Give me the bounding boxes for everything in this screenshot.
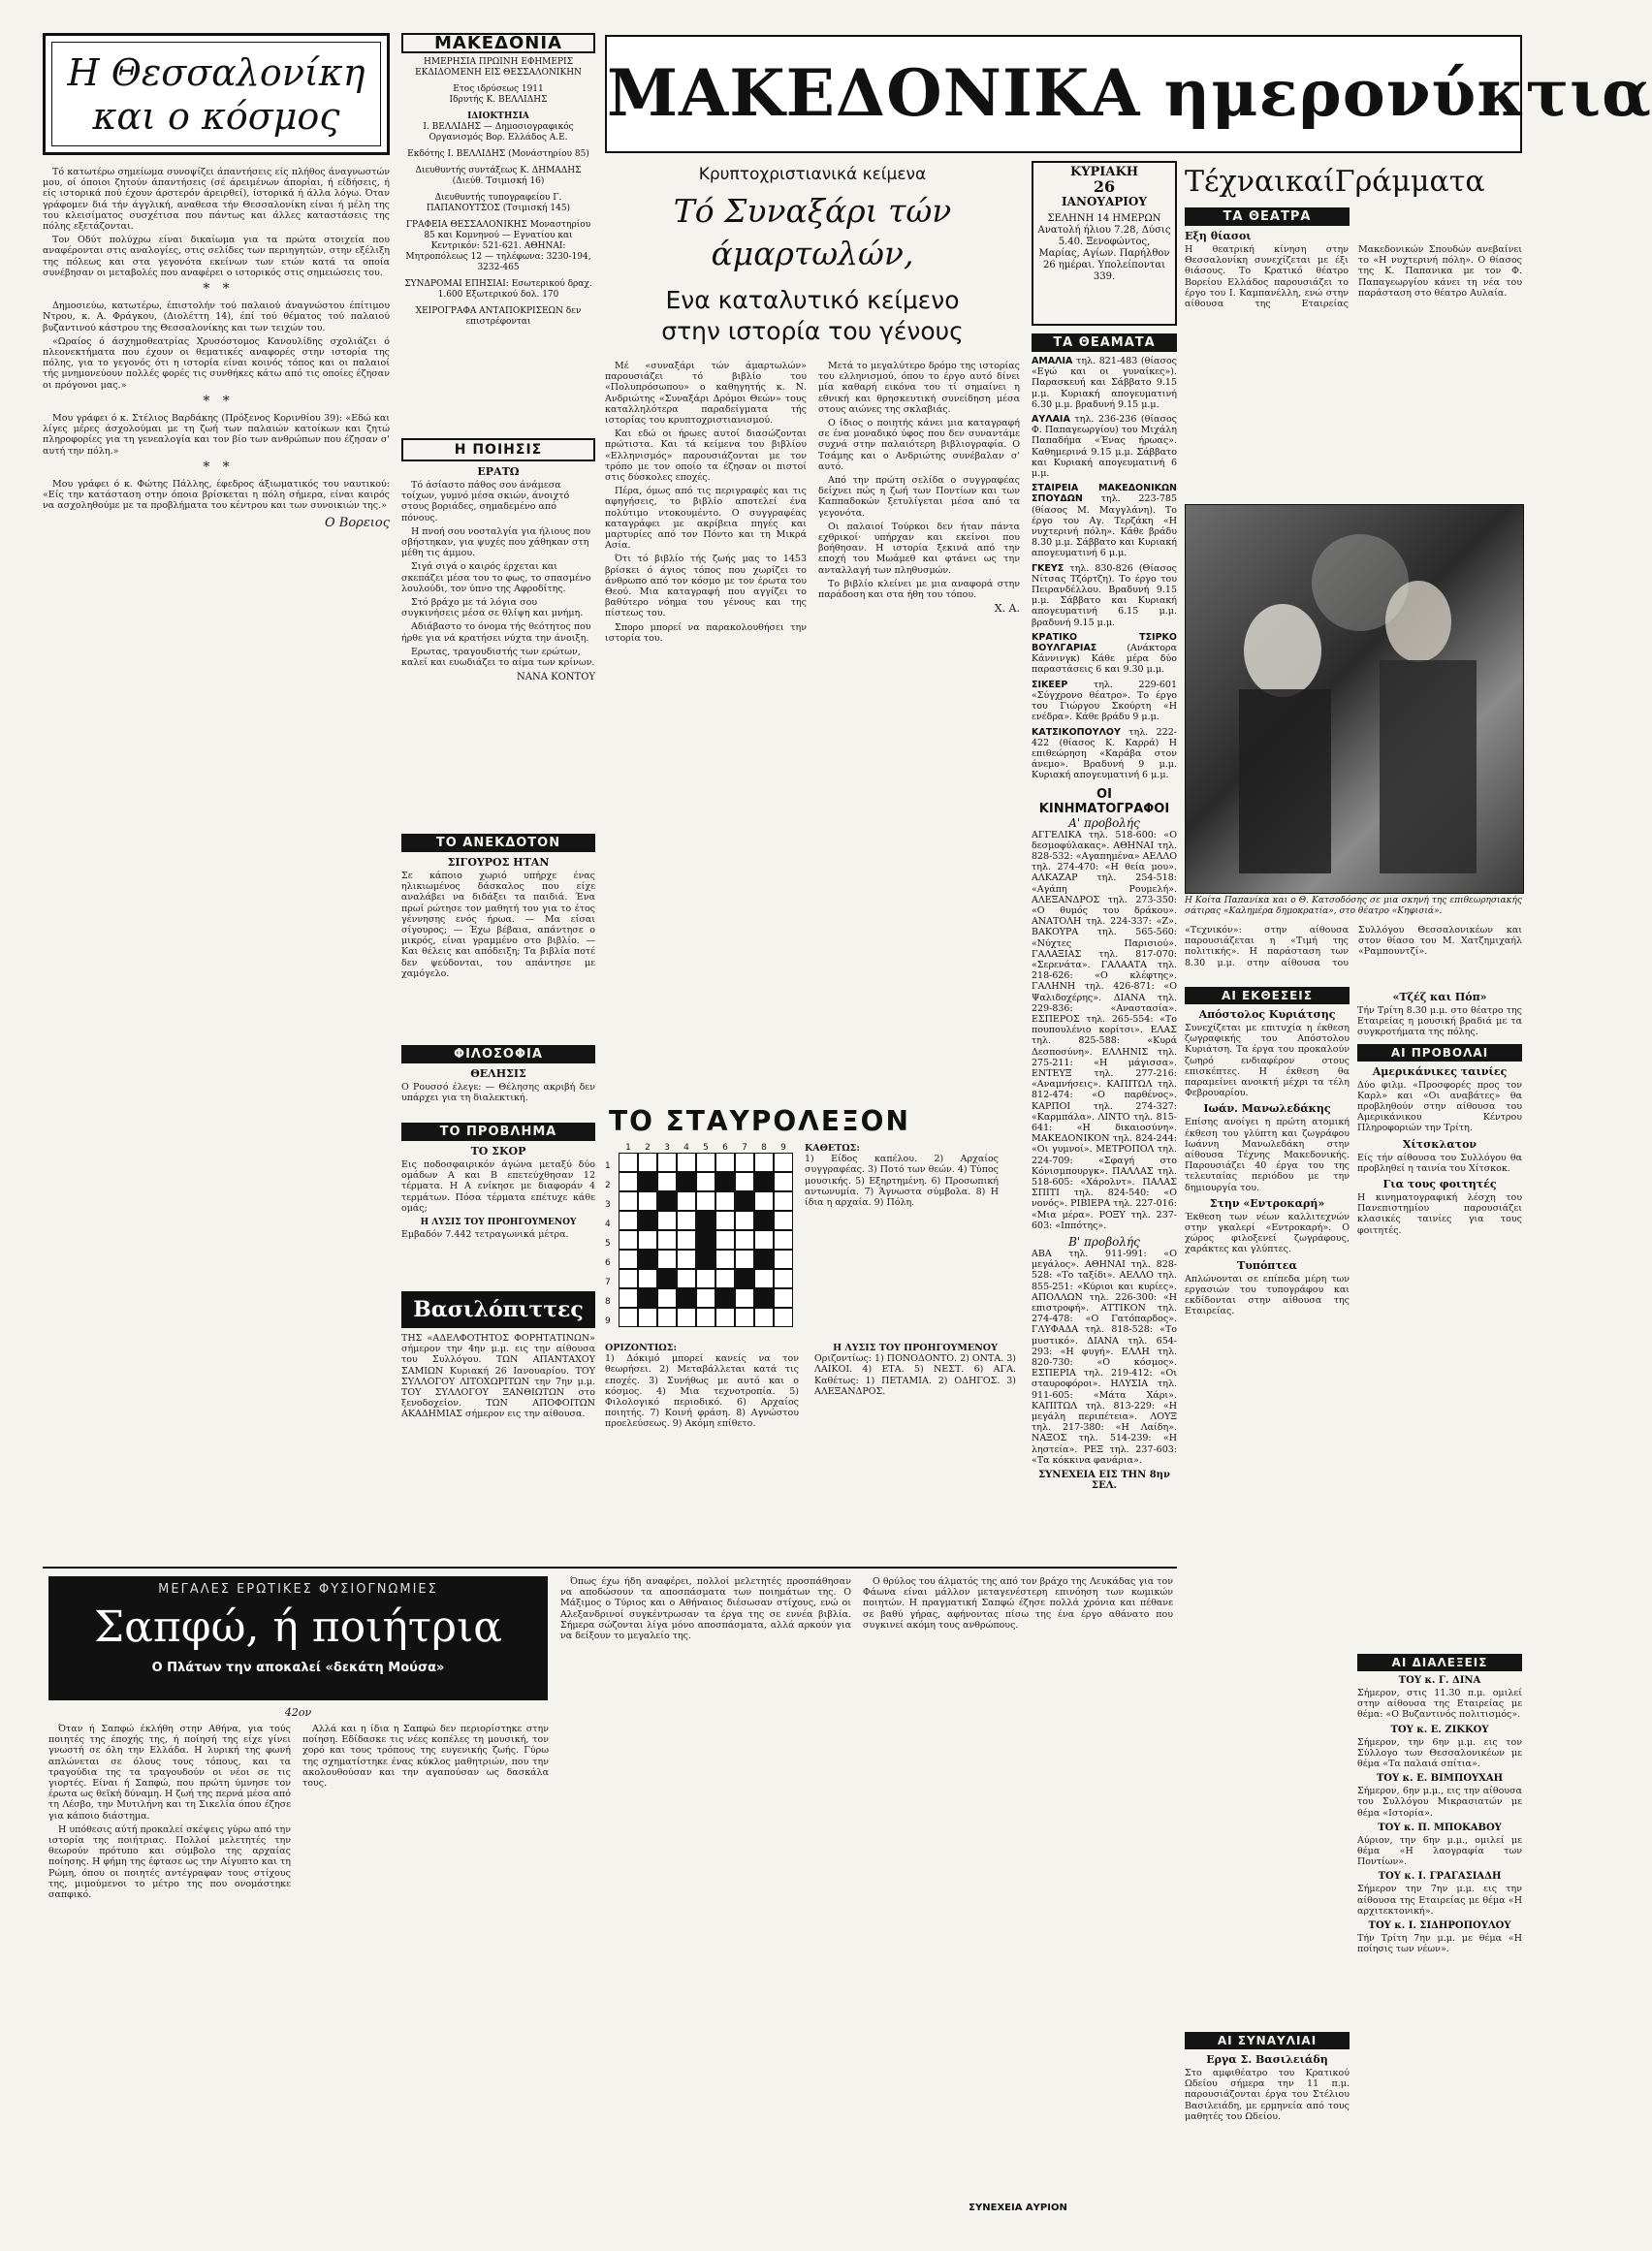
crossword-grid-area bbox=[605, 1143, 1020, 1337]
lecture-speaker: ΤΟΥ κ. Ε. ΖΙΚΚΟΥ bbox=[1390, 1724, 1489, 1735]
masthead-subtitle: ΗΜΕΡΗΣΙΑ ΠΡΩΙΝΗ ΕΦΗΜΕΡΙΣ ΕΚΔΙΔΟΜΕΝΗ ΕΙΣ ΘΕΣΣΑΛΟΝΙΚΗΝ bbox=[415, 57, 582, 78]
crossword-cell[interactable] bbox=[677, 1250, 696, 1269]
theatre-details: τηλ. 830-826 (Θίασος Νίτσας Τζόρτζη). Το έργο του Πειρανδέλλου. Βραδυνή 9.15 μ.μ. Σάββατο και Κυριακή απογευματινή 6.15 μ.μ. βραδυνή 9.15 μ.μ. bbox=[1032, 562, 1177, 628]
crossword-heading: ΤΟ ΣΤΑΥΡΟΛΕΞΟΝ bbox=[609, 1105, 910, 1137]
crossword-cell[interactable] bbox=[774, 1172, 793, 1191]
exhibition-title: Ιωάν. Μανωλεδάκης bbox=[1203, 1102, 1331, 1116]
poem-author: ΝΑΝΑ ΚΟΝΤΟΥ bbox=[516, 672, 595, 683]
article-headline: Τό Συναξάρι τών άμαρτωλών, bbox=[673, 192, 952, 272]
crossword-cell[interactable] bbox=[677, 1191, 696, 1211]
crossword-black-cell bbox=[638, 1172, 657, 1191]
crossword-cell[interactable] bbox=[657, 1250, 677, 1269]
sappho-column-4 bbox=[863, 1576, 1173, 2197]
cinema-second-run-heading: Β' προβολής bbox=[1068, 1235, 1140, 1250]
lecture-speaker: ΤΟΥ κ. Γ. ΔΙΝΑ bbox=[1398, 1675, 1481, 1686]
concert-title: Εργα Σ. Βασιλειάδη bbox=[1206, 2053, 1328, 2066]
crossword-cell[interactable] bbox=[735, 1230, 754, 1250]
sappho-paragraph: Η υπόθεσις αύτή προκαλεί σκέψεις γύρω από την ιστορία της ποιήτριας. Πολλοί μελετητές την θεωρούν πρότυπο και σύμβολο της αρχαίας ποίησης. Η φήμη της έφτασε ως την Αίγυπτο και τη Ρώμη, όπου οι ποιητές αντέγραφαν τους στίχους της, μιμούμενοι το μέτρο της που ονομάστηκε σαπφικό. bbox=[48, 1823, 291, 1901]
article-paragraph: Μετά το μεγαλύτερο δρόμο της ιστορίας του ελληνισμού, όπου το έργο αυτό δίνει μία καθαρή εικόνα του τί σημαίνει η εθνική και θρησκευτική συνείδηση μέσα στους αιώνες της σκλαβιάς. bbox=[818, 361, 1020, 415]
column-title-line2: και ο κόσμος bbox=[92, 95, 340, 138]
crossword-cell[interactable] bbox=[754, 1191, 774, 1211]
row-number: 1 bbox=[605, 1161, 611, 1171]
crossword-cell[interactable] bbox=[696, 1308, 715, 1327]
screening-text: Η κινηματογραφική λέσχη του Πανεπιστημίου παρουσιάζει κλασικές ταινίες για τους φοιτητές. bbox=[1357, 1192, 1522, 1236]
theatre-details: (Ανάκτορα Κάννινγκ) Κάθε μέρα δύο παραστάσεις 6 και 9.30 μ.μ. bbox=[1032, 643, 1177, 676]
row-number: 2 bbox=[605, 1181, 611, 1190]
crossword-cell[interactable] bbox=[619, 1172, 638, 1191]
music-show-text: Τήν Τρίτη 8.30 μ.μ. στο θέατρο της Εταιρείας η μουσική βραδιά με τα συγκροτήματα της πόλης. bbox=[1357, 1005, 1522, 1038]
theatre-listing bbox=[1032, 414, 1177, 479]
row-number: 4 bbox=[605, 1220, 611, 1229]
article-column-a bbox=[605, 361, 807, 1097]
lecture-item bbox=[1357, 1823, 1522, 1868]
theatre-listing bbox=[1032, 356, 1177, 410]
lecture-item bbox=[1357, 1773, 1522, 1819]
crossword-black-cell bbox=[754, 1172, 774, 1191]
theatre-listing bbox=[1032, 727, 1177, 781]
exhibition-text: Επίσης ανοίγει η πρώτη ατομική έκθεση του γλύπτη και ζωγράφου Ιωάννη Μανωλεδάκη στην αίθουσα Τέχνης Μακεδονικής. Παρουσιάζει 40 έργα του της τελευταίας περιόδου με την δημιουργία του. bbox=[1185, 1117, 1350, 1193]
theatre-listing bbox=[1032, 483, 1177, 558]
arts-right-subcolumn bbox=[1357, 987, 1522, 1646]
down-heading: ΚΑΘΕΤΩΣ: bbox=[805, 1143, 860, 1154]
column-paragraph: «Ωραίος ό άσχημοθεατρίας Χρυσόστομος Κανουλίδης σχολιάζει ό πλεονεκτήματα που έχουν οι θεματικές αναφορές στην ιστορία της πόλης, για το γεγονός ότι η ιστορία είναι κοινός τόπος και οι παλαιοί τής μνημονεύουν πολλές φορές τις συνθήκες κάτω από τις οποίες έζησαν οι πρόγονοι μας.» bbox=[43, 335, 390, 391]
lecture-item bbox=[1357, 1871, 1522, 1917]
sappho-kicker: ΜΕΓΑΛΕΣ ΕΡΩΤΙΚΕΣ ΦΥΣΙΟΓΝΩΜΙΕΣ bbox=[158, 1582, 438, 1597]
lectures-heading: ΑΙ ΔΙΑΛΕΞΕΙΣ bbox=[1357, 1654, 1522, 1671]
across-clues: 1) Δόκιμό μπορεί κανείς να τον θεωρήσει. 2) Μεταβάλλεται κατά τις εποχές. 3) Συνήθως με αυτό και ο κόσμος. 4) Μια τεχνοτροπία. 5) Φιλολογικό περιοδικό. 6) Αρχαίος ποιητής. 7) Κοινή φράση. 8) Αγνώστου προελεύσεως. 9) Ακόμη επίθετο. bbox=[605, 1353, 799, 1430]
lecture-speaker: ΤΟΥ κ. Ε. ΒΙΜΠΟΥΧΑΗ bbox=[1376, 1773, 1504, 1785]
crossword-black-cell bbox=[677, 1172, 696, 1191]
column-number: 2 bbox=[645, 1143, 651, 1153]
column-paragraph: Δημοσιεύω, κατωτέρω, έπιστολήν τού παλαιού άναγνώστου έπίτιμου Ντρου, κ. Α. Φράγκου, (Διολέττη 14), έπί τού θέματος τού παλαιού βυζαντινού κάστρου της Θεσσαλονίκης και των τειχών του. bbox=[43, 301, 390, 333]
crossword-column-numbers bbox=[619, 1143, 793, 1153]
article-paragraph: Το βιβλίο κλείνει με μια αναφορά στην παράδοση και στα ήθη του τόπου. bbox=[818, 578, 1020, 601]
crossword-cell[interactable] bbox=[657, 1172, 677, 1191]
lecture-item bbox=[1357, 1920, 1522, 1954]
article-paragraph: Ότι τό βιβλίο τής ζωής μας το 1453 βρίσκει ό άγιος τόπος που χωρίζει το άνθρωπο από τον κόσμο με τον έρωτα του Θεού. Μια καταγραφή που αγγίζει το βαθύτερο νόημα του γένους και της πίστεως του. bbox=[605, 554, 807, 619]
vasilopites-section bbox=[401, 1291, 595, 1561]
arts-theatre-text: Η θεατρική κίνηση στην Θεσσαλονίκη συνεχίζεται με έξι θιάσους. Το Κρατικό θέατρο Βορείου Ελλάδος παρουσιάζει το έργο του Ι. Καμπανέλλη, ενώ στην αίθουσα της Εταιρείας Μακεδονικών Σπουδών ανεβαίνει το «Η νυχτερινή πόλη». Ο θίασος της Κ. Παπανικα με τον Φ. Παπαγεωργίου κάνει τη νέα του παράσταση στο θέατρο Αυλαία. bbox=[1185, 244, 1522, 310]
crossword-black-cell bbox=[754, 1288, 774, 1308]
problem-answer: Εμβαδόν 7.442 τετραγωνικά μέτρα. bbox=[401, 1229, 569, 1241]
theatre-name: ΣΤΑΙΡΕΙΑ ΜΑΚΕΔΟΝΙΚΩΝ ΣΠΟΥΔΩΝ bbox=[1032, 483, 1177, 505]
row-number: 7 bbox=[605, 1278, 611, 1287]
almanac-moon: ΣΕΛΗΝΗ 14 ΗΜΕΡΩΝ bbox=[1047, 213, 1161, 224]
article-subhead-1: Ενα καταλυτικό κείμενο bbox=[665, 286, 960, 314]
philosophy-quote: Ο Ρουσσό έλεγε: — Θέλησης ακριβή δεν υπάρχει για τη διαλεκτική. bbox=[401, 1082, 595, 1104]
column-title-box bbox=[43, 33, 390, 155]
lecture-speaker: ΤΟΥ κ. Ι. ΣΙΔΗΡΟΠΟΥΛΟΥ bbox=[1368, 1920, 1511, 1932]
poem-stanza: Ερωτας, τραγουδιστής των ερώτων, καλεί και ευωδιάζει το αίμα των κρίνων. bbox=[401, 646, 595, 669]
cinema-first-run-list: ΑΓΓΕΛΙΚΑ τηλ. 518-600: «Ο δεσμοφύλακας». ΑΘΗΝΑΙ τηλ. 828-532: «Αγαπημένα» ΑΕΛΛΟ τηλ. 274-470: «Η θεία μου». ΑΛΚΑΖΑΡ τηλ. 254-518: «Αγάπη Ρουμελή». ΑΛΕΞΑΝΔΡΟΣ τηλ. 273-350: «Ο θυμός του δράκου». ΑΝΑΤΟΛΗ τηλ. 224-337: «Ζ». ΒΑΚΟΥΡΑ τηλ. 565-560: «Νύχτες Παρισιού». ΓΑΛΑΞΙΑΣ τηλ. 817-070: «Σερενάτα». ΓΑΛΑΑΤΑ τηλ. 218-626: «Ο κλέφτης». ΓΑΛΗΝΗ τηλ. 426-871: «Ο Ψαλιδοχέρης». ΔΙΑΝΑ τηλ. 229-836: «Αναστασία». ΕΣΠΕΡΟΣ τηλ. 265-554: «Το πουπουλένιο κορίτσι». ΕΛΑΣ τηλ. 825-588: «Κυρά Δεσποσύνη». ΕΛΛΗΝΙΣ τηλ. 275-211: «Η μάγισσα». ΕΝΤΕΥΞ τηλ. 277-216: «Αναμνήσεις». ΚΑΠΙΤΩΛ τηλ. 812-474: «Ο παρθένος». ΚΑΡΠΟΙ τηλ. 274-327: «Καρμπάλα». ΛΙΝΤΟ τηλ. 815-641: «Η δικαιοσύνη». ΜΑΚΕΔΟΝΙΚΟΝ τηλ. 824-244: «Οι γυμνοί». ΜΕΤΡΟΠΟΛ τηλ. 224-709: «Σφαγή στο Κόνισμπουργκ». ΠΑΛΛΑΣ τηλ. 518-605: «Χάρολντ». ΠΑΛΑΣ ΣΠΙΤΙ τηλ. 824-540: «Ο νονός». ΡΙΒΙΕΡΑ τηλ. 227-016: «Μια μέρα». ΡΟΞΥ τηλ. 237-603: «Ιππότης». bbox=[1032, 829, 1177, 1231]
photo-figures bbox=[1186, 505, 1523, 893]
cinema-heading: ΟΙ ΚΙΝΗΜΑΤΟΓΡΑΦΟΙ bbox=[1038, 786, 1170, 816]
crossword-cell[interactable] bbox=[619, 1153, 638, 1172]
sappho-title: Σαπφώ, ή ποιήτρια bbox=[94, 1602, 502, 1652]
crossword-cell[interactable] bbox=[715, 1269, 735, 1288]
column-paragraph: Τον Οδύτ πολύχρω είναι δικαίωμα για τα πρώτα στοιχεία που αναφέρονται στις αναλογίες, στις σελίδες των περιηγητών, στην εξέλιξη της πόλεως και στα γεγονότα εκείνων των ετών κατά τα οποία συνέβησαν οι μεταβολές που αναφέρει ο ιστορικός στις σημειώσεις του. bbox=[43, 235, 390, 278]
crossword-grid bbox=[619, 1153, 793, 1327]
crossword-black-cell bbox=[735, 1269, 754, 1288]
previous-solution: Οριζοντίως: 1) ΠΟΝΟΔΟΝΤΟ. 2) ΟΝΤΑ. 3) ΛΑΙΚΟΙ. 4) ΕΤΑ. 5) ΝΕΣΤ. 6) ΑΓΑ. Καθέτως: 1) ΠΕΤΑΜΙΑ. 2) ΟΔΗΓΟΣ. 3) ΑΛΕΞΑΝΔΡΟΣ. bbox=[814, 1353, 1016, 1397]
crossword-cell[interactable] bbox=[677, 1308, 696, 1327]
exhibition-title: Τυπόπτεα bbox=[1237, 1258, 1297, 1272]
almanac-sun: Ανατολή ήλιου 7.28, Δύσις 5.40. Ξενοφώντος, Μαρίας, Αγίων. Παρήλθον 26 ημέραι. Υπολείπονται 339. bbox=[1037, 225, 1171, 282]
crossword-cell[interactable] bbox=[696, 1191, 715, 1211]
crossword-cell[interactable] bbox=[754, 1230, 774, 1250]
crossword-cell[interactable] bbox=[735, 1288, 754, 1308]
concerts-heading: ΑΙ ΣΥΝΑΥΛΙΑΙ bbox=[1185, 2032, 1350, 2049]
previous-solution-heading: Η ΛΥΣΙΣ ΤΟΥ ΠΡΟΗΓΟΥΜΕΝΟΥ bbox=[833, 1343, 998, 1353]
article-signature: Χ. Α. bbox=[994, 602, 1020, 616]
masthead-founder: Ιδρυτής Κ. ΒΕΛΛΙΔΗΣ bbox=[449, 95, 548, 105]
photo-caption: Η Κοίτα Παπανίκα και ο Θ. Κατσοδόσης σε μια σκηνή της επιθεωρησιακής σάτιρας «Καλημέρα δημοκρατία», στο θέατρο «Κηφισιά». bbox=[1185, 896, 1522, 916]
column-number: 4 bbox=[683, 1143, 689, 1153]
philosophy-title: ΘΕΛΗΣΙΣ bbox=[470, 1067, 526, 1080]
column-signature: Ο Βορειος bbox=[325, 515, 390, 530]
sappho-banner bbox=[48, 1576, 548, 1700]
crossword-row-numbers bbox=[605, 1157, 619, 1337]
crossword-cell[interactable] bbox=[657, 1230, 677, 1250]
crossword-black-cell bbox=[735, 1191, 754, 1211]
poem-stanza: Η πνοή σου νοσταλγία για ήλιους που σβήστηκαν, για ψυχές που χάθηκαν στη μέθη τις άμμου. bbox=[401, 525, 591, 559]
problem-answer-heading: Η ΛΥΣΙΣ ΤΟΥ ΠΡΟΗΓΟΥΜΕΝΟΥ bbox=[420, 1218, 577, 1228]
crossword-cell[interactable] bbox=[657, 1308, 677, 1327]
almanac-box bbox=[1032, 161, 1177, 326]
lecture-item bbox=[1357, 1725, 1522, 1770]
masthead-founded: Ετος ιδρύσεως 1911 bbox=[453, 84, 544, 94]
crossword-down-clues bbox=[805, 1143, 999, 1337]
exhibition-title: Στην «Εντροκαρή» bbox=[1209, 1196, 1325, 1210]
sappho-byline: 42ον bbox=[284, 1706, 312, 1719]
poetry-section bbox=[401, 438, 595, 826]
sappho-paragraph: Αλλά και η ίδια η Σαπφώ δεν περιορίστηκε στην ποίηση. Εδίδασκε τις νέες κοπέλες τη μουσική, τον χορό και τους τρόπους της ευγενικής ζωής. Γύρω της σχηματίστηκε ένας κύκλος μαθητριών, που την ακολουθούσαν και την αγαπούσαν ως δασκάλα τους. bbox=[302, 1724, 549, 1790]
lecture-speaker: ΤΟΥ κ. Π. ΜΠΟΚΑΒΟΥ bbox=[1378, 1822, 1502, 1833]
crossword-cell[interactable] bbox=[715, 1230, 735, 1250]
crossword-cell[interactable] bbox=[774, 1230, 793, 1250]
theatre-listing bbox=[1032, 563, 1177, 628]
concerts-section bbox=[1185, 2032, 1350, 2226]
music-show-title: «Τζέζ και Πόπ» bbox=[1392, 991, 1487, 1003]
down-clues: 1) Είδος καπέλου. 2) Αρχαίος συγγραφέας. 3) Ποτό των θεών. 4) Τύπος μουσικής. 5) Εξηρτημένη. 6) Προσωπική αντωνυμία. 7) Άγνωστα σύμβολα. 8) Η ίδια η αρχαία. 9) Πόλη. bbox=[805, 1154, 999, 1209]
exhibition-text: Έκθεση των νέων καλλιτεχνών στην γκαλερί «Εντροκαρή». Ο χώρος φιλοξενεί ζωγράφους, χαράκτες και γλύπτες. bbox=[1185, 1211, 1350, 1255]
crossword-cell[interactable] bbox=[774, 1269, 793, 1288]
screening-title: Χίτσκλατον bbox=[1402, 1137, 1477, 1151]
column-number: 6 bbox=[722, 1143, 728, 1153]
column-paragraph: Τό κατωτέρω σημείωμα συνοψίζει άπαντήσεις είς πλήθος άναγνωστών μου, οί όποιοι ζητούν άπαντήσεις (σέ άρειμένων άπορίαι, ή είδήσεις, ή είς ιστορικά πού έχουν άρστερόν άρειρθεί), ίστορικά ή άλλα λόγω. Όταν γράφομεν διά τήν άγγλική, αναθεσα τήν Θεσσαλονίκη είναι ή μέλη της του κλεισίματος συσχέτισα που πάντως και άλλες καταστάσεις της πόλης εξετάζονται. bbox=[43, 167, 390, 233]
crossword-cell[interactable] bbox=[754, 1308, 774, 1327]
theatre-details: τηλ. 223-785 (θίασος Μ. Μαγγλάνη). Το έργο του Αγ. Τερζάκη «Η νυχτερινή πόλη». Κάθε βράδυ 8.30 μ.μ. Σάββατο και Κυριακή απογευματινή 6 μ.μ. bbox=[1032, 493, 1177, 559]
poem-body bbox=[401, 480, 595, 668]
crossword-cell[interactable] bbox=[638, 1230, 657, 1250]
separator-stars: * * bbox=[203, 393, 230, 409]
article-subhead-2: στην ιστορία του γένους bbox=[661, 317, 964, 345]
crossword-cell[interactable] bbox=[677, 1211, 696, 1230]
theatre-name: ΑΥΛΑΙΑ bbox=[1032, 414, 1070, 426]
crossword-cell[interactable] bbox=[754, 1153, 774, 1172]
crossword-black-cell bbox=[754, 1250, 774, 1269]
screening-text: Είς τήν αίθουσα του Συλλόγου θα προβληθεί η ταινία του Χίτσκοκ. bbox=[1357, 1152, 1522, 1174]
anecdote-title: ΣΙΓΟΥΡΟΣ ΗΤΑΝ bbox=[447, 856, 550, 869]
crossword-section bbox=[605, 1105, 1020, 1561]
crossword-cell[interactable] bbox=[638, 1153, 657, 1172]
crossword-cell[interactable] bbox=[696, 1288, 715, 1308]
almanac-day: ΚΥΡΙΑΚΗ bbox=[1069, 165, 1139, 179]
listings-column bbox=[1032, 333, 1177, 1561]
crossword-cell[interactable] bbox=[619, 1211, 638, 1230]
cinema-continued: ΣΥΝΕΧΕΙΑ ΕΙΣ ΤΗΝ 8ην ΣΕΛ. bbox=[1038, 1470, 1170, 1492]
screening-text: Δύο φιλμ. «Προσφορές προς τον Καρλ» και «Οι αναβάτες» θα προβληθούν στην αίθουσα του Αμερικάνικου Κέντρου Πληροφοριών την Τρίτη. bbox=[1357, 1079, 1522, 1134]
anecdote-text: Σε κάποιο χωριό υπήρχε ένας ηλικιωμένος δάσκαλος που είχε αναλάβει να διδάξει τα παιδιά. Ένα πρωί ρώτησε τον μαθητή του για το έτος γέννησης ενός ήρωα. — Μα είσαι σίγουρος; — Έχω βέβαια, απάντησε ο μικρός, είναι γραμμένο στο βιβλίο. — Και θέλεις και απόδειξη; Τα βιβλία ποτέ δεν ψεύδονται, του απάντησε με χαμόγελο. bbox=[401, 871, 595, 979]
arts-theatre-section bbox=[1185, 207, 1522, 498]
crossword-cell[interactable] bbox=[638, 1269, 657, 1288]
crossword-cell[interactable] bbox=[619, 1308, 638, 1327]
poem-stanza: Αδιάβαστο το όνομα τής θεότητος που ήρθε για νά κρατήσει νύχτα την άνοιξη. bbox=[401, 621, 591, 644]
crossword-black-cell bbox=[638, 1288, 657, 1308]
theatre-details: τηλ. 222-422 (θίασος Κ. Καρρά) Η επιθεώρηση «Καράβα στον άνεμο». Βραδυνή 9 μ.μ. Κυριακή απογευματινή 6 μ.μ. bbox=[1032, 726, 1177, 781]
crossword-cell[interactable] bbox=[657, 1288, 677, 1308]
sappho-paragraph: Όταν ή Σαπφώ έκλήθη στην Αθήνα, για τούς ποιητές της έποχής της, ή ποίησή της είχε γίνει γνωστή σε όλη την Ελλάδα. Η λυρική της φωνή απλώνεται σε όλους τους τόπους, και τα τραγούδια της τα τραγουδούν οι νέοι σε τις γιορτές. Είναι ή Σαπφώ, που πρώτη ύμνησε τον έρωτα ως θεϊκή δύναμη. Η ζωή της περνά μέσα από τη Λέσβο, την Μυτιλήνη και τη Σικελία όπου έζησε για κάποιο διάστημα. bbox=[48, 1724, 291, 1822]
problem-heading: ΤΟ ΠΡΟΒΛΗΜΑ bbox=[401, 1123, 595, 1141]
vasilopites-text: ΤΗΣ «ΑΔΕΛΦΟΤΗΤΟΣ ΦΟΡΗΤΑΤΙΝΩΝ» σήμερον την 4ην μ.μ. εις την αίθουσα του Συλλόγου. ΤΩΝ ΑΠΑΝΤΑΧΟΥ ΣΑΜΙΩΝ Κυριακή 26 Ιανουαρίου. ΤΟΥ ΣΥΛΛΟΓΟΥ ΛΙΤΟΧΩΡΙΤΩΝ την 7ην μ.μ. ΤΟΥ ΣΥΛΛΟΓΟΥ ΞΑΝΘΙΩΤΩΝ στο ξενοδοχείον. ΤΩΝ ΑΠΟΦΟΙΤΩΝ ΑΚΑΔΗΜΙΑΣ σήμερον εις την αίθουσα. bbox=[401, 1333, 595, 1420]
spectacles-heading: ΤΑ ΘΕΑΜΑΤΑ bbox=[1032, 333, 1177, 352]
screening-title: Για τους φοιτητές bbox=[1382, 1178, 1497, 1191]
crossword-cell[interactable] bbox=[677, 1153, 696, 1172]
theatre-details: τηλ. 229-601 «Σύγχρονο θέατρο». Το έργο του Γιώργου Σκούρτη «Η ενέδρα». Κάθε βράδυ 9 μ.μ. bbox=[1032, 679, 1177, 723]
poem-title: ΕΡΑΤΩ bbox=[477, 465, 520, 478]
masthead-owners: ΙΔΙΟΚΤΗΣΙΑ bbox=[467, 111, 529, 121]
arts-left-subcolumn bbox=[1185, 987, 1350, 1607]
crossword-cell[interactable] bbox=[619, 1191, 638, 1211]
masthead-offices: ΓΡΑΦΕΙΑ ΘΕΣΣΑΛΟΝΙΚΗΣ Μοναστηρίου 85 και Κομνηνού — Εγνατίου και Κεντρικόν: 521-621. ΑΘΗΝΑΙ: Μητροπόλεως 12 — τηλέφωνα: 3230-194, 3232-465 bbox=[405, 220, 591, 272]
screenings-heading: ΑΙ ΠΡΟΒΟΛΑΙ bbox=[1357, 1044, 1522, 1062]
crossword-cell[interactable] bbox=[774, 1153, 793, 1172]
concert-text: Στο αμφιθέατρο του Κρατικού Ωδείου σήμερα την 11 π.μ. παρουσιάζονται έργα του Στέλιου Βασιλειάδη, με ερμηνεία από τους μαθητές του Ωδείου. bbox=[1185, 2068, 1350, 2122]
crossword-black-cell bbox=[677, 1288, 696, 1308]
masthead-printing: Διευθυντής τυπογραφείου Γ. ΠΑΠΑΝΟΥΤΣΟΣ (Τσιμισκή 145) bbox=[426, 193, 571, 213]
lecture-text: Σήμερον την 7ην μ.μ. εις την αίθουσα της Εταιρείας με θέμα «Η αρχιτεκτονική». bbox=[1357, 1884, 1522, 1917]
column-number: 9 bbox=[780, 1143, 786, 1153]
cinema-second-run-list: ΑΒΑ τηλ. 911-991: «Ο μεγάλος». ΑΘΗΝΑΙ τηλ. 828-528: «Το ταξίδι». ΑΕΛΛΟ τηλ. 855-251: «Κύριοι και κυρίες». ΑΠΟΛΛΩΝ τηλ. 226-300: «Η επιστροφή». ΑΤΤΙΚΟΝ τηλ. 274-478: «Ο Γατόπαρδος». ΓΛΥΦΑΔΑ τηλ. 818-528: «Το μυστικό». ΔΙΑΝΑ τηλ. 654-293: «Η φυγή». ΕΛΛΗ τηλ. 820-730: «Ο κόσμος». ΕΣΠΕΡΙΑ τηλ. 219-412: «Οι σταυροφόροι». ΗΛΥΣΙΑ τηλ. 911-605: «Μάτα Χάρι». ΚΑΠΙΤΩΛ τηλ. 813-229: «Η μεγάλη περιπέτεια». ΛΟΥΞ τηλ. 217-380: «Η Λαίδη». ΝΑΞΟΣ τηλ. 514-239: «Η ληστεία». ΡΕΞ τηλ. 237-603: «Τα κόκκινα φανάρια». bbox=[1032, 1249, 1177, 1466]
exhibition-text: Συνεχίζεται με επιτυχία η έκθεση ζωγραφικής του Απόστολου Κυριάτση. Τα έργα του προκαλούν ζωηρό ενδιαφέρον στους επισκέπτες. Η έκθεση θα παραμείνει ανοικτή μέχρι τα τέλη Φεβρουαρίου. bbox=[1185, 1023, 1350, 1099]
theatre-details: τηλ. 821-483 (θίασος «Εγώ και οι γυναίκες»). Παρασκευή και Σάββατο 9.15 μ.μ. Κυριακή απογευματινή 6.30 μ.μ. βραδυνή 9.15 μ.μ. bbox=[1032, 356, 1177, 410]
crossword-black-cell bbox=[638, 1250, 657, 1269]
sappho-column-2 bbox=[302, 1724, 549, 2220]
almanac-month: ΙΑΝΟΥΑΡΙΟΥ bbox=[1062, 195, 1147, 208]
column-paragraph: Μου γράφει ό κ. Φώτης Πάλλης, έφεδρος άξιωματικός του ναυτικού: «Είς την κατάσταση στην όποια βρίσκεται η πόλη σήμερα, είναι καιρός να ασχοληθούμε με τα προβλήματα του κέντρου και των συνοικιών της.» bbox=[43, 479, 390, 512]
crossword-cell[interactable] bbox=[638, 1308, 657, 1327]
crossword-cell[interactable] bbox=[735, 1211, 754, 1230]
lecture-text: Αύριον, την 6ην μ.μ., ομιλεί με θέμα «Η λαογραφία των Ποντίων». bbox=[1357, 1834, 1522, 1868]
crossword-cell[interactable] bbox=[735, 1250, 754, 1269]
column-paragraph: Μου γράφει ό κ. Στέλιος Βαρδάκης (Πρόξενος Κορινθίου 39): «Εδώ και λίγες μέρες άσχολούμαι με τη ζωή των παλαιών κατοίκων και ζητώ πληροφορίες για τη γενεαλογία και τον βίο των ανθρώπων που έζησαν σ' αυτή την πόλη.» bbox=[43, 413, 390, 457]
crossword-cell[interactable] bbox=[657, 1211, 677, 1230]
crossword-cell[interactable] bbox=[696, 1172, 715, 1191]
crossword-cell[interactable] bbox=[619, 1269, 638, 1288]
crossword-cell[interactable] bbox=[696, 1153, 715, 1172]
poem-stanza: Σιγά σιγά ο καιρός έρχεται και σκεπάζει μέσα του το φως, το σπασμένο λουλούδι, τον ύπνο της Αφροδίτης. bbox=[401, 561, 591, 594]
sappho-continued: ΣΥΝΕΧΕΙΑ ΑΥΡΙΟΝ bbox=[969, 2203, 1067, 2213]
theatre-details: τηλ. 236-236 (θίασος Φ. Παπαγεωργίου) του Μιχάλη Παπαδήμα «Ένας ήρωας». Καθημερινά 9.15 μ.μ. Σάββατο και Κυριακή απογευματινή 6 μ.μ. bbox=[1032, 414, 1177, 480]
row-number: 6 bbox=[605, 1258, 611, 1268]
theatre-name: ΚΑΤΣΙΚΟΠΟΥΛΟΥ bbox=[1032, 726, 1121, 738]
lecture-item bbox=[1357, 1675, 1522, 1721]
column-number: 3 bbox=[664, 1143, 670, 1153]
article-paragraph: Και εδώ οι ήρωες αυτοί διασώζονται πρώτιστα. Και τά κείμενα του βιβλίου «Ελληνισμός» παρουσιάζονται με τον τρόπο με τον οποίο τα έζησαν οι πιστοί στις δύσκολες εποχές. bbox=[605, 428, 807, 484]
screening-title: Αμερικάνικες ταινίες bbox=[1372, 1064, 1508, 1078]
article-paragraph: Ο ίδιος ο ποιητής κάνει μια καταγραφή σε ένα μοναδικό ύφος που δεν συναντάμε συχνά στην παλαιότερη βιβλιογραφία. Ο Τσάμης και ο Ανδριώτης συνέβαλαν σ' αυτό. bbox=[818, 418, 1020, 472]
theatre-name: ΓΚΕΥΣ bbox=[1032, 562, 1064, 574]
crossword-cell[interactable] bbox=[774, 1211, 793, 1230]
crossword-black-cell bbox=[657, 1191, 677, 1211]
anecdote-section bbox=[401, 834, 595, 1037]
crossword-cell[interactable] bbox=[774, 1308, 793, 1327]
crossword-black-cell bbox=[696, 1211, 715, 1230]
masthead-director: Διευθυντής συντάξεως Κ. ΔΗΜΑΔΗΣ (Διεύθ. Τσιμισκή 16) bbox=[415, 166, 582, 186]
masthead-subscriptions: ΣΥΝΔΡΟΜΑΙ ΕΠΗΣΙΑΙ: Εσωτερικού δραχ. 1.600 Εξωτερικού δολ. 170 bbox=[404, 279, 592, 300]
crossword-cell[interactable] bbox=[735, 1308, 754, 1327]
crossword-cell[interactable] bbox=[774, 1191, 793, 1211]
crossword-cell[interactable] bbox=[715, 1191, 735, 1211]
crossword-black-cell bbox=[696, 1250, 715, 1269]
crossword-previous-solution bbox=[814, 1343, 1016, 1546]
crossword-cell[interactable] bbox=[657, 1153, 677, 1172]
theatre-photo bbox=[1185, 504, 1524, 894]
crossword-cell[interactable] bbox=[715, 1308, 735, 1327]
sappho-subtitle: Ο Πλάτων την αποκαλεί «δεκάτη Μούσα» bbox=[151, 1661, 445, 1675]
problem-text: Εις ποδοσφαιρικόν άγώνα μεταξύ δύο ομάδων Α και Β επετεύχθησαν 12 τέρματα. Η Α ενίκησε με διαφοράν 4 τερμάτων. Πόσα τέρματα επέτυχε κάθε ομάς; bbox=[401, 1159, 595, 1214]
article-paragraph: Από την πρώτη σελίδα ο συγγραφέας δείχνει πώς η ζωή των Ποντίων και των Καππαδοκών ξετυλίγεται μέσα από τα γεγονότα. bbox=[818, 475, 1020, 519]
column-body bbox=[43, 167, 390, 1561]
crossword-across-clues bbox=[605, 1343, 799, 1546]
crossword-cell[interactable] bbox=[774, 1250, 793, 1269]
sappho-paragraph: Όπως έχω ήδη αναφέρει, πολλοί μελετητές προσπάθησαν να αποδώσουν τα αποσπάσματα των ποιημάτων της. Ο Μάξιμος ο Τύριος και ο Αθήναιος διέσωσαν στίχους, ενώ οι Αλεξανδρινοί συγκέντρωσαν τα έργα της σε εννέα βιβλία. Σήμερα σώζονται λίγα μόνο αποσπάσματα, αλλά αρκούν για να δείξουν το μεγαλείο της. bbox=[560, 1576, 851, 1642]
theatre-listing bbox=[1032, 632, 1177, 676]
crossword-cell[interactable] bbox=[715, 1211, 735, 1230]
exhibition-text: Απλώνονται σε επίπεδα μέρη των εργασιών του τυπογράφου και εκδίδονται στην αίθουσα της Εταιρείας. bbox=[1185, 1273, 1350, 1317]
philosophy-section bbox=[401, 1045, 595, 1113]
article-kicker: Κρυπτοχριστιανικά κείμενα bbox=[698, 165, 927, 184]
crossword-cell[interactable] bbox=[638, 1191, 657, 1211]
crossword-cell[interactable] bbox=[677, 1269, 696, 1288]
main-title: ΜΑΚΕΔΟΝΙΚΑ ημερονύκτια bbox=[607, 55, 1652, 131]
almanac-date: 26 bbox=[1093, 177, 1116, 196]
exhibitions-heading: ΑΙ ΕΚΘΕΣΕΙΣ bbox=[1185, 987, 1350, 1004]
theatre-name: ΣΙΚΕΕΡ bbox=[1032, 679, 1068, 690]
crossword-cell[interactable] bbox=[696, 1269, 715, 1288]
cinema-first-run-heading: Α' προβολής bbox=[1068, 815, 1140, 830]
crossword-cell[interactable] bbox=[735, 1153, 754, 1172]
sappho-column-3 bbox=[560, 1576, 851, 2220]
article-paragraph: Πέρα, όμως από τις περιγραφές και τις αφηγήσεις, το βιβλίο αποτελεί ένα πολύτιμο ντοκουμέντο. Ο συγγραφέας καταγράφει με ακρίβεια πηγές και μαρτυρίες από τον Πόντο και τη Μικρά Ασία. bbox=[605, 486, 807, 552]
masthead-block bbox=[401, 33, 595, 430]
problem-section bbox=[401, 1123, 595, 1283]
theatre-name: ΑΜΑΛΙΑ bbox=[1032, 356, 1073, 366]
lecture-text: Σήμερον, 6ην μ.μ., εις την αίθουσα του Συλλόγου Μικρασιατών με θέμα «Ιστορία». bbox=[1357, 1786, 1522, 1819]
crossword-cell[interactable] bbox=[677, 1230, 696, 1250]
article-paragraph: Σπορο μπορεί να παρακολουθήσει την ιστορία του. bbox=[605, 621, 807, 644]
arts-title: ΤέχναικαίΓράμματα bbox=[1185, 165, 1485, 199]
crossword-bottom bbox=[605, 1343, 1020, 1546]
crossword-black-cell bbox=[638, 1211, 657, 1230]
lecture-text: Σήμερον, στις 11.30 π.μ. ομιλεί στην αίθουσα της Εταιρείας με θέμα: «Ο Βυζαντινός πολιτισμός». bbox=[1357, 1688, 1522, 1721]
crossword-cell[interactable] bbox=[715, 1153, 735, 1172]
poetry-heading: Η ΠΟΙΗΣΙΣ bbox=[401, 438, 595, 461]
row-number: 5 bbox=[605, 1239, 611, 1249]
crossword-black-cell bbox=[715, 1288, 735, 1308]
crossword-cell[interactable] bbox=[754, 1269, 774, 1288]
lecture-text: Τήν Τρίτη 7ην μ.μ. με θέμα «Η ποίησις των νέων». bbox=[1357, 1933, 1522, 1955]
crossword-cell[interactable] bbox=[715, 1250, 735, 1269]
exhibition-title: Απόστολος Κυριάτσης bbox=[1198, 1008, 1336, 1021]
article-column-b bbox=[818, 361, 1020, 1097]
across-heading: ΟΡΙΖΟΝΤΙΩΣ: bbox=[605, 1343, 677, 1353]
sappho-section-rule bbox=[43, 1567, 1177, 1569]
theatre-listing bbox=[1032, 680, 1177, 723]
arts-theatre-subheading: Εξη θίασοι bbox=[1185, 230, 1252, 242]
theatre-name: ΚΡΑΤΙΚΟ ΤΣΙΡΚΟ ΒΟΥΛΓΑΡΙΑΣ bbox=[1032, 631, 1177, 654]
main-title-box bbox=[605, 35, 1652, 153]
arts-theatre-heading: ΤΑ ΘΕΑΤΡΑ bbox=[1185, 207, 1350, 226]
column-number: 7 bbox=[742, 1143, 747, 1153]
newspaper-logo: ΜΑΚΕΔΟΝΙΑ bbox=[401, 33, 595, 53]
column-title-line1: Η Θεσσαλονίκη bbox=[67, 51, 365, 94]
row-number: 3 bbox=[605, 1200, 611, 1210]
sappho-paragraph: Ο θρύλος του άλματός της από τον βράχο της Λευκάδας για τον Φάωνα είναι μάλλον μεταγενέστερη επινόηση των κωμικών ποιητών. Η πραγματική Σαπφώ έζησε πολλά χρόνια και πέθανε σε βαθύ γήρας, αφήνοντας πίσω της ένα έργο αθάνατο που συγκινεί ακόμη τους ανθρώπους. bbox=[863, 1576, 1173, 1631]
column-number: 1 bbox=[625, 1143, 631, 1153]
lecture-text: Σήμερον, την 6ην μ.μ. εις τον Σύλλογο των Θεσσαλονικέων με θέμα «Τα παλαιά σπίτια». bbox=[1357, 1736, 1522, 1770]
lectures-section bbox=[1357, 1654, 1522, 2226]
masthead-owners-text: Ι. ΒΕΛΛΙΔΗΣ — Δημοσιογραφικός Οργανισμός Βορ. Ελλάδος Α.Ε. bbox=[423, 122, 574, 143]
vasilopites-heading: Βασιλόπιττες bbox=[401, 1291, 595, 1328]
anecdote-heading: ΤΟ ΑΝΕΚΔΟΤΟΝ bbox=[401, 834, 595, 852]
crossword-cell[interactable] bbox=[735, 1172, 754, 1191]
crossword-cell[interactable] bbox=[619, 1288, 638, 1308]
sappho-column-1 bbox=[48, 1724, 291, 2220]
philosophy-heading: ΦΙΛΟΣΟΦΙΑ bbox=[401, 1045, 595, 1063]
arts-theatre-text-2: «Τεχνικόν»: στην αίθουσα παρουσιάζεται η «Τιμή της πολιτικής». Η παράσταση των 8.30 μ.μ. στην αίθουσα του Συλλόγου Θεσσαλονικέων και στον θίασο του Μ. Χατζημιχαήλ «Ραμπουντζί». bbox=[1185, 925, 1522, 968]
poem-stanza: Τό άσίαστο πάθος σου άνάμεσα τοίχων, γυμνό μέσα σκιών, άνοιχτό στους βοριάδες, σημαδεμένο από πόνους. bbox=[401, 480, 570, 523]
row-number: 8 bbox=[605, 1297, 611, 1307]
separator-stars: * * bbox=[203, 459, 230, 475]
crossword-black-cell bbox=[696, 1230, 715, 1250]
row-number: 9 bbox=[605, 1316, 611, 1326]
crossword-black-cell bbox=[715, 1172, 735, 1191]
crossword-black-cell bbox=[657, 1269, 677, 1288]
article-paragraph: Μέ «συναξάρι τών άμαρτωλών» παρουσιάζει τό βιβλίο του «Πολυπρόσωπου» ο καθηγητής κ. Ν. Ανδριώτης «Συναξάρι Δρόμοι Θεών» τους καταλληλότερα παραδείγματα τής ιστορίας του κρυπτοχριστιανισμού. bbox=[605, 361, 807, 427]
problem-title: ΤΟ ΣΚΟΡ bbox=[470, 1145, 526, 1157]
crossword-cell[interactable] bbox=[774, 1288, 793, 1308]
poem-stanza: Στό βράχο με τά λόγια σου συγκινήσεις μέσα σε θλίψη και μνήμη. bbox=[401, 597, 584, 619]
crossword-cell[interactable] bbox=[619, 1230, 638, 1250]
lecture-speaker: ΤΟΥ κ. Ι. ΓΡΑΓΑΣΙΑΔΗ bbox=[1378, 1871, 1502, 1883]
masthead-note: ΧΕΙΡΟΓΡΑΦΑ ΑΝΤΑΠΟΚΡΙΣΕΩΝ δεν επιστρέφονται bbox=[415, 306, 582, 327]
crossword-black-cell bbox=[754, 1211, 774, 1230]
article-paragraph: Οι παλαιοί Τούρκοι δεν ήταν πάντα εχθρικοί· υπήρχαν και εκείνοι που βοήθησαν. Η ιστορία ξεκινά από την εποχή του Μωάμεθ και φτάνει ως την ανταλλαγή των πληθυσμών. bbox=[818, 521, 1020, 576]
article-heading-block bbox=[605, 161, 1020, 355]
crossword-cell[interactable] bbox=[619, 1250, 638, 1269]
column-number: 8 bbox=[761, 1143, 767, 1153]
masthead-publisher: Εκδότης Ι. ΒΕΛΛΙΔΗΣ (Μονάστηρίου 85) bbox=[407, 149, 589, 159]
separator-stars: * * bbox=[203, 281, 230, 298]
column-number: 5 bbox=[703, 1143, 709, 1153]
